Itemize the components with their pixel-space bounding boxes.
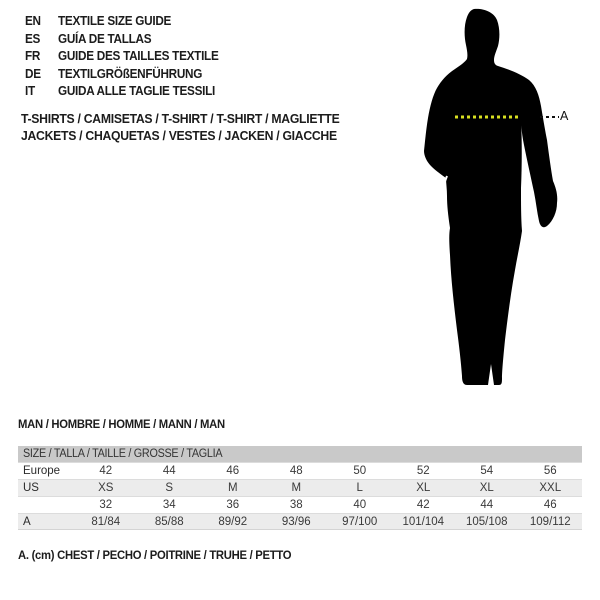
language-code: IT — [25, 84, 35, 98]
table-cell: 105/108 — [465, 516, 508, 528]
table-cell: 42 — [99, 465, 113, 477]
table-cell: 81/84 — [91, 516, 121, 528]
language-title: GUIDA ALLE TAGLIE TESSILI — [58, 84, 216, 98]
section-title: MAN / HOMBRE / HOMME / MANN / MAN — [18, 417, 225, 431]
language-code: FR — [25, 49, 41, 63]
language-row — [25, 66, 229, 84]
language-title: GUIDE DES TAILLES TEXTILE — [58, 49, 219, 63]
table-cell: 89/92 — [218, 516, 248, 528]
table-cell: L — [356, 482, 363, 494]
language-row — [25, 83, 229, 101]
table-cell: 44 — [162, 465, 176, 477]
table-row-europe — [18, 462, 582, 479]
garment-line-jackets: JACKETS / CHAQUETAS / VESTES / JACKEN / GIACCHE — [21, 128, 337, 143]
table-header: SIZE / TALLA / TAILLE / GRÖSSE / TAGLIA — [18, 446, 582, 462]
table-cell: 52 — [416, 465, 430, 477]
row-label — [18, 497, 74, 513]
table-cell: 42 — [416, 499, 430, 511]
table-cell: S — [165, 482, 174, 494]
row-label: A — [23, 516, 31, 528]
language-row — [25, 31, 229, 49]
table-cell: XL — [416, 482, 431, 494]
table-cell: 36 — [226, 499, 240, 511]
table-row-us — [18, 479, 582, 496]
row-label: US — [23, 482, 39, 494]
table-cell: 48 — [289, 465, 303, 477]
language-code: ES — [25, 31, 41, 46]
table-cell: 32 — [99, 499, 113, 511]
row-label: Europe — [23, 465, 61, 477]
table-cell: 101/104 — [402, 516, 445, 528]
table-cell: 50 — [353, 465, 367, 477]
table-cell: 40 — [353, 499, 367, 511]
table-cell: XXL — [539, 482, 562, 494]
language-title: TEXTILGRÖßENFÜHRUNG — [58, 66, 203, 81]
marker-a-label: A — [560, 109, 569, 123]
table-cell: 109/112 — [529, 516, 571, 528]
language-row — [25, 13, 229, 31]
man-silhouette-shape — [424, 9, 557, 385]
footnote: A. (cm) CHEST / PECHO / POITRINE / TRUHE / PETTO — [18, 548, 292, 562]
table-cell: M — [227, 482, 238, 494]
size-table — [18, 446, 582, 530]
table-cell: 93/96 — [281, 516, 311, 528]
garment-line-tshirts: T-SHIRTS / CAMISETAS / T-SHIRT / T-SHIRT / MAGLIETTE — [21, 111, 340, 126]
man-silhouette — [390, 0, 600, 400]
table-cell: XL — [479, 482, 494, 494]
garment-categories — [21, 110, 360, 144]
language-title: GUÍA DE TALLAS — [58, 31, 152, 46]
table-cell: 97/100 — [342, 516, 378, 528]
table-cell: 85/88 — [154, 516, 184, 528]
language-row — [25, 48, 229, 66]
table-cell: 46 — [543, 499, 557, 511]
table-row-chest-cm — [18, 513, 582, 530]
table-cell: 44 — [480, 499, 494, 511]
table-cell: 46 — [226, 465, 240, 477]
language-list — [25, 13, 229, 101]
table-cell: 54 — [480, 465, 494, 477]
table-row-numeric — [18, 496, 582, 513]
language-title: TEXTILE SIZE GUIDE — [58, 14, 172, 28]
pocket-notch — [441, 176, 447, 192]
table-cell: M — [291, 482, 302, 494]
language-code: DE — [25, 66, 41, 81]
language-code: EN — [25, 14, 41, 28]
table-cell: XS — [98, 482, 114, 494]
table-cell: 56 — [543, 465, 557, 477]
table-cell: 34 — [162, 499, 176, 511]
table-cell: 38 — [289, 499, 303, 511]
